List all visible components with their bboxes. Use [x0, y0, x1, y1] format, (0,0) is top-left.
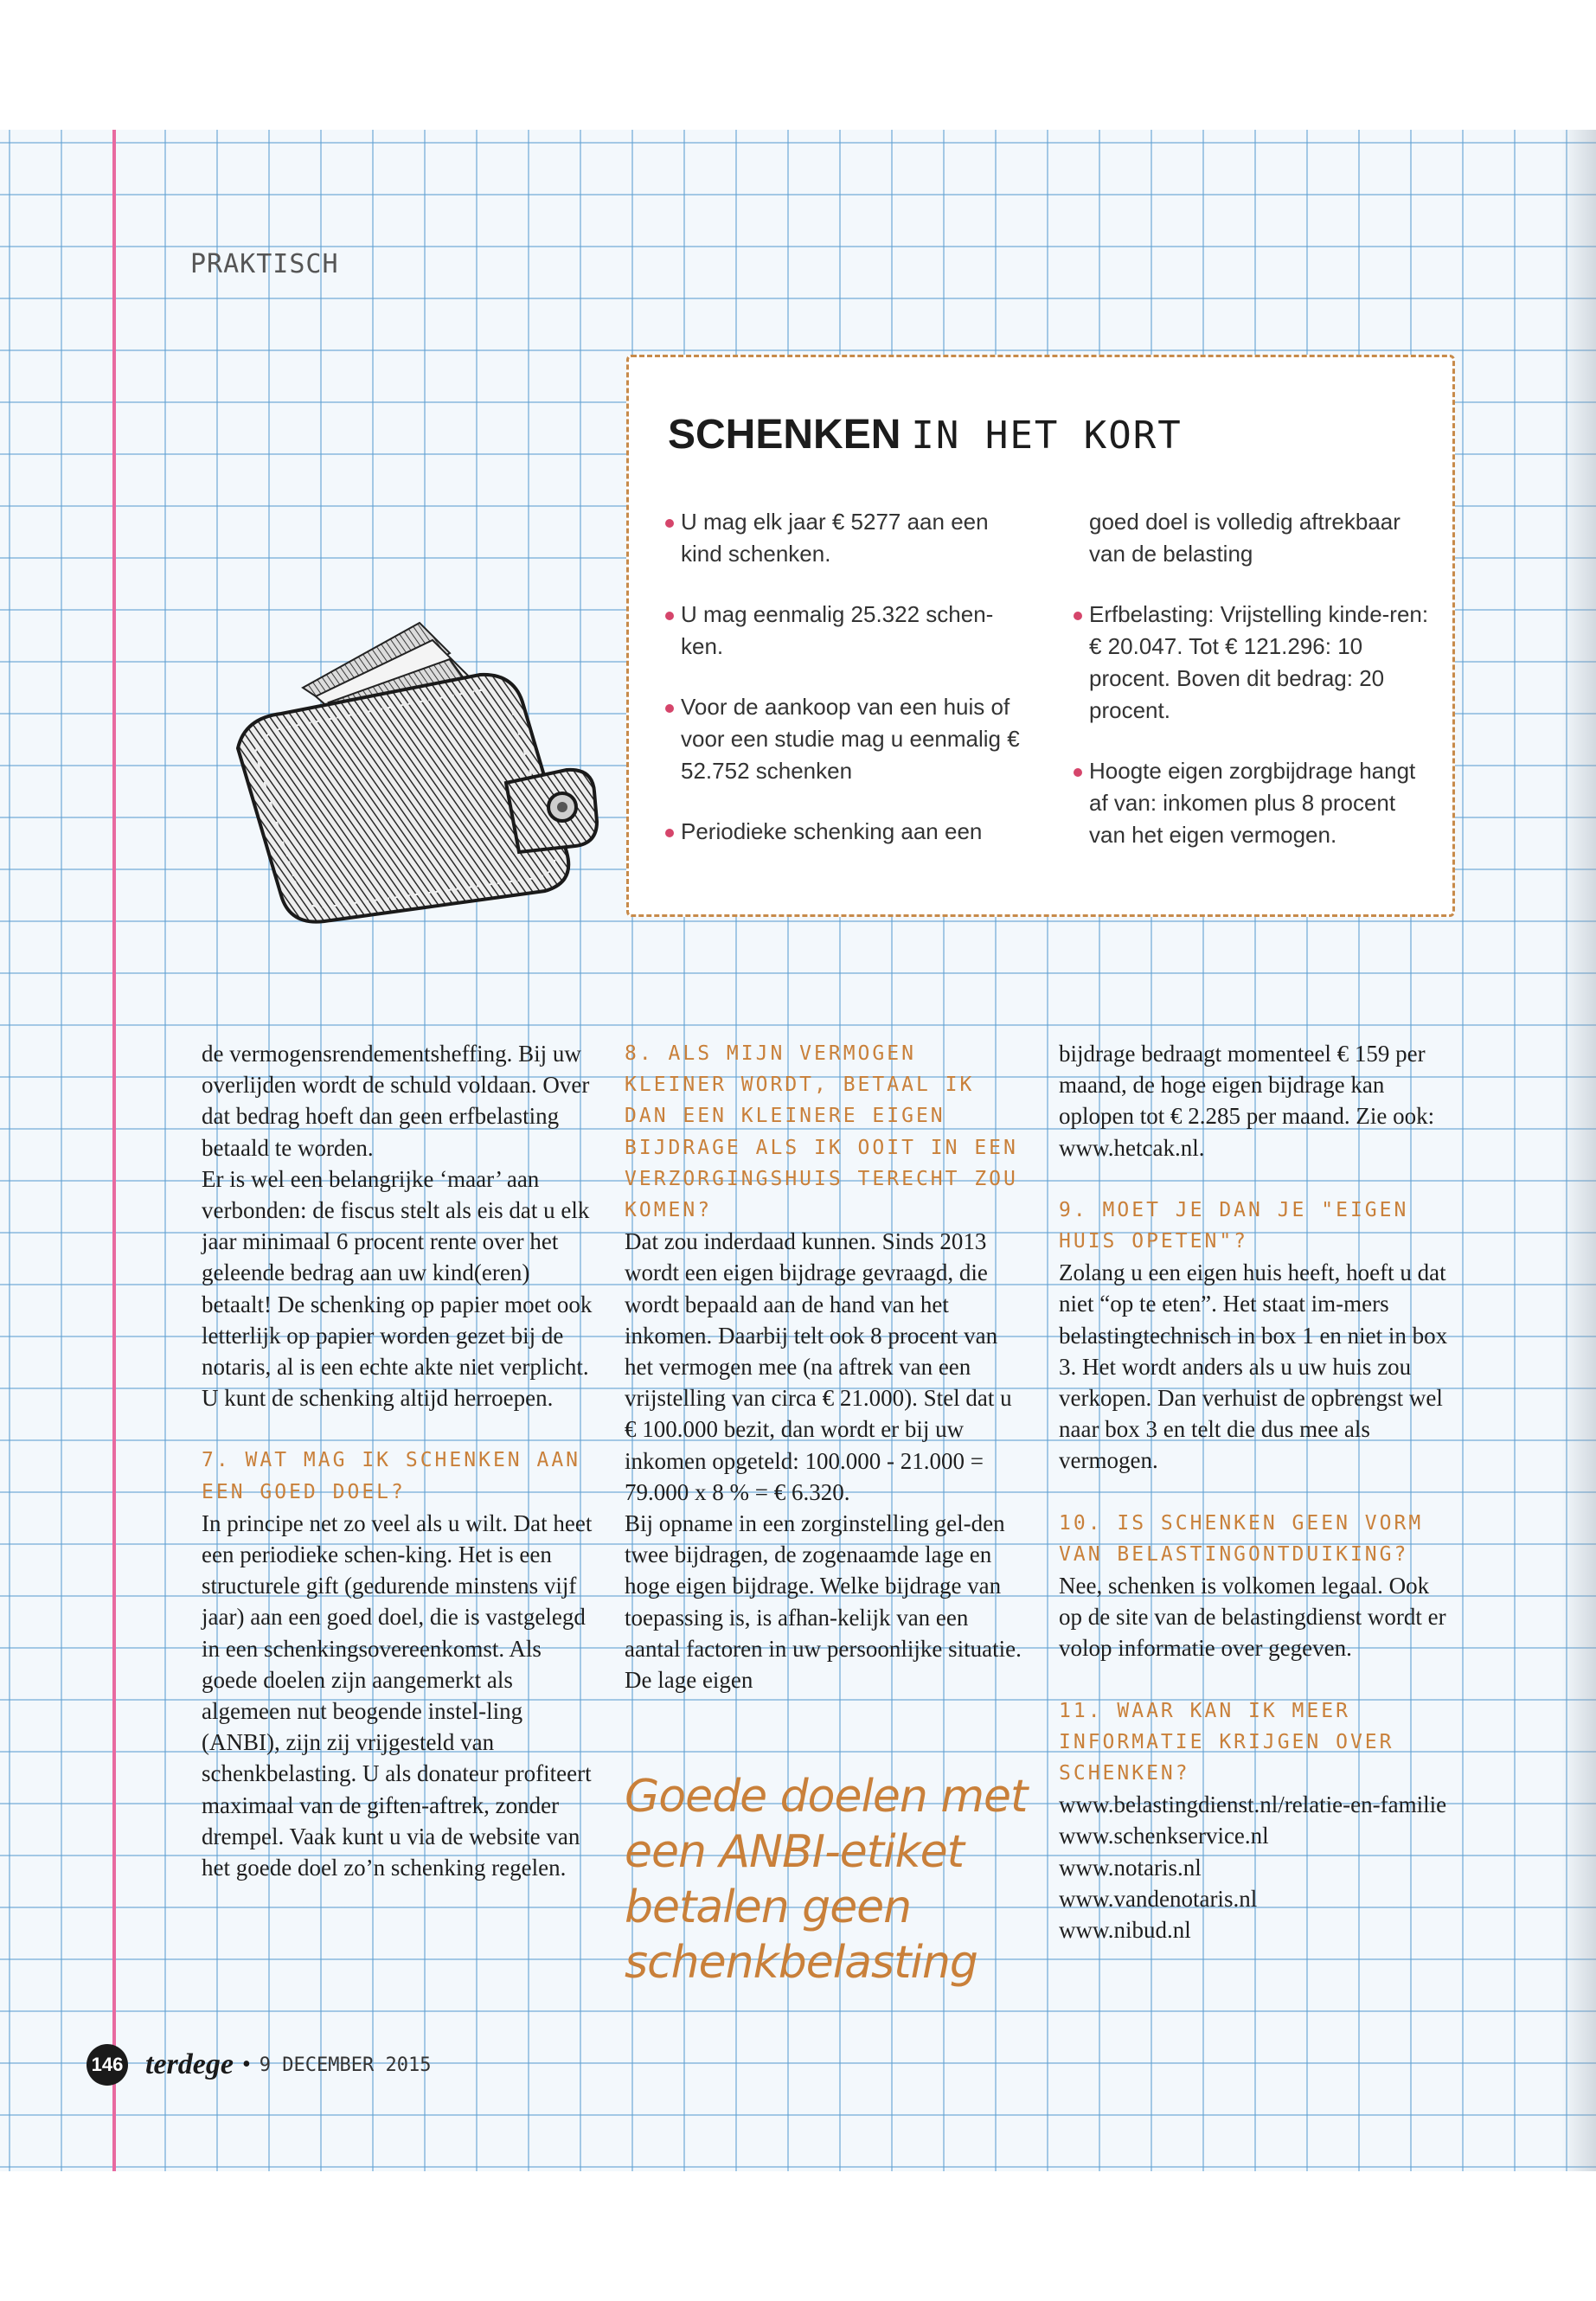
article-column-2	[625, 1038, 1022, 1695]
question-heading-9: 9. MOET JE DAN JE "EIGEN HUIS OPETEN"?	[1059, 1198, 1409, 1253]
section-label: PRAKTISCH	[190, 249, 339, 279]
bullet-dot-icon	[665, 829, 674, 837]
page-number: 146	[87, 2044, 128, 2086]
bullet-dot-icon	[1074, 612, 1082, 620]
paragraph: Bij opname in een zorginstelling gel-den twee bijdragen, de zogenaamde lage en hoge eigen bijdrage. Welke bijdrage van toepassing is, is afhan-kelijk van een aantal factoren in uw persoonlijke situatie. De lage eigen	[625, 1510, 1022, 1694]
summary-item: Voor de aankoop van een huis of voor een studie mag u eenmalig € 52.752 schenken	[662, 691, 1025, 787]
brand-name: terdege	[145, 2048, 234, 2080]
summary-title-light: IN HET KORT	[911, 413, 1183, 458]
paragraph: In principe net zo veel als u wilt. Dat heet een periodieke schen-king. Het is een structurele gift (gedurende minstens vijf jaar) aan een goed doel, die is vastgelegd in een schenkingsovereenkomst. Als goede doelen zijn aangemerkt als algemeen nut beogende instel-ling (ANBI), zijn zij vrijgesteld van schenkbelasting. U als donateur profiteert maximaal van de giften-aftrek, zonder drempel. Vaak kunt u via de website van het goede doel zo’n schenking regelen.	[202, 1509, 593, 1881]
bullet-dot-icon	[665, 704, 674, 713]
pull-quote: Goede doelen met een ANBI-etiket betalen geen schenkbelasting	[625, 1771, 1028, 1989]
article-column-3	[1059, 1038, 1457, 1945]
link-item[interactable]: www.belastingdienst.nl/relatie-en-familie	[1059, 1791, 1447, 1818]
question-heading-10: 10. IS SCHENKEN GEEN VORM VAN BELASTINGONTDUIKING?	[1059, 1511, 1424, 1566]
bullet-dot-icon	[1074, 768, 1082, 777]
summary-item: U mag elk jaar € 5277 aan een kind schenken.	[662, 506, 1025, 570]
summary-item: Erfbelasting: Vrijstelling kinde-ren: € 20.047. Tot € 121.296: 10 procent. Boven dit bedrag: 20 procent.	[1070, 599, 1433, 727]
question-heading-7: 7. WAT MAG IK SCHENKEN AAN EEN GOED DOEL?	[202, 1449, 581, 1503]
separator-dot-icon: •	[241, 2051, 251, 2078]
paragraph: Dat zou inderdaad kunnen. Sinds 2013 wordt een eigen bijdrage gevraagd, die wordt bepaald aan de hand van het inkomen. Daarbij telt ook 8 procent van het vermogen mee (na aftrek van een vrijstelling van circa € 21.000). Stel dat u € 100.000 bezit, dan wordt er bij uw inkomen opgeteld: 100.000 - 21.000 = 79.000 x 8 % = € 6.320.	[625, 1228, 1012, 1505]
paragraph: Nee, schenken is volkomen legaal. Ook op de site van de belastingdienst wordt er volop informatie over gegeven.	[1059, 1573, 1446, 1662]
wallet-illustration	[221, 606, 610, 934]
page-footer	[87, 2044, 431, 2086]
summary-title-bold: SCHENKEN	[668, 412, 901, 458]
summary-column-right	[1070, 506, 1433, 880]
summary-box	[626, 355, 1455, 917]
issue-date: 9 DECEMBER 2015	[259, 2054, 432, 2076]
summary-item: U mag eenmalig 25.322 schen-ken.	[662, 599, 1025, 663]
bullet-dot-icon	[665, 519, 674, 528]
link-item[interactable]: www.vandenotaris.nl	[1059, 1885, 1258, 1912]
summary-item: Hoogte eigen zorgbijdrage hangt af van: inkomen plus 8 procent van het eigen vermogen.	[1070, 755, 1433, 851]
article-column-1	[202, 1038, 599, 1883]
paragraph: bijdrage bedraagt momenteel € 159 per maand, de hoge eigen bijdrage kan oplopen tot € 2.285 per maand. Zie ook: www.hetcak.nl.	[1059, 1041, 1435, 1161]
paragraph: de vermogensrendementsheffing. Bij uw overlijden wordt de schuld voldaan. Over dat bedrag hoeft dan geen erfbelasting betaald te worden.	[202, 1041, 590, 1161]
page-edge-shadow	[1561, 130, 1596, 2171]
paragraph: Er is wel een belangrijke ‘maar’ aan verbonden: de fiscus stelt als eis dat u elk jaar minimaal 6 procent rente over het geleende bedrag aan uw kind(eren) betaalt! De schenking op papier moet ook letterlijk op papier worden gezet bij de notaris, al is een echte akte niet verplicht. U kunt de schenking altijd herroepen.	[202, 1165, 593, 1412]
summary-item: Periodieke schenking aan een	[662, 816, 1025, 848]
summary-title	[668, 411, 1183, 458]
paragraph: Zolang u een eigen huis heeft, hoeft u dat niet “op te eten”. Het staat im-mers belastingtechnisch in box 1 en niet in box 3. Het wordt anders als u uw huis zou verkopen. Dan verhuist de opbrengst wel naar box 3 en telt die dus mee als vermogen.	[1059, 1259, 1448, 1474]
link-item[interactable]: www.nibud.nl	[1059, 1917, 1191, 1944]
summary-item: goed doel is volledig aftrekbaar van de belasting	[1089, 509, 1401, 567]
question-heading-8: 8. ALS MIJN VERMOGEN KLEINER WORDT, BETAAL IK DAN EEN KLEINERE EIGEN BIJDRAGE ALS IK OOIT IN EEN VERZORGINGSHUIS TERECHT ZOU KOMEN?	[625, 1042, 1018, 1222]
bullet-dot-icon	[665, 612, 674, 620]
summary-column-left	[662, 506, 1025, 876]
link-item[interactable]: www.schenkservice.nl	[1059, 1823, 1269, 1849]
question-heading-11: 11. WAAR KAN IK MEER INFORMATIE KRIJGEN OVER SCHENKEN?	[1059, 1699, 1394, 1785]
margin-line	[112, 130, 116, 2171]
link-item[interactable]: www.notaris.nl	[1059, 1854, 1202, 1881]
